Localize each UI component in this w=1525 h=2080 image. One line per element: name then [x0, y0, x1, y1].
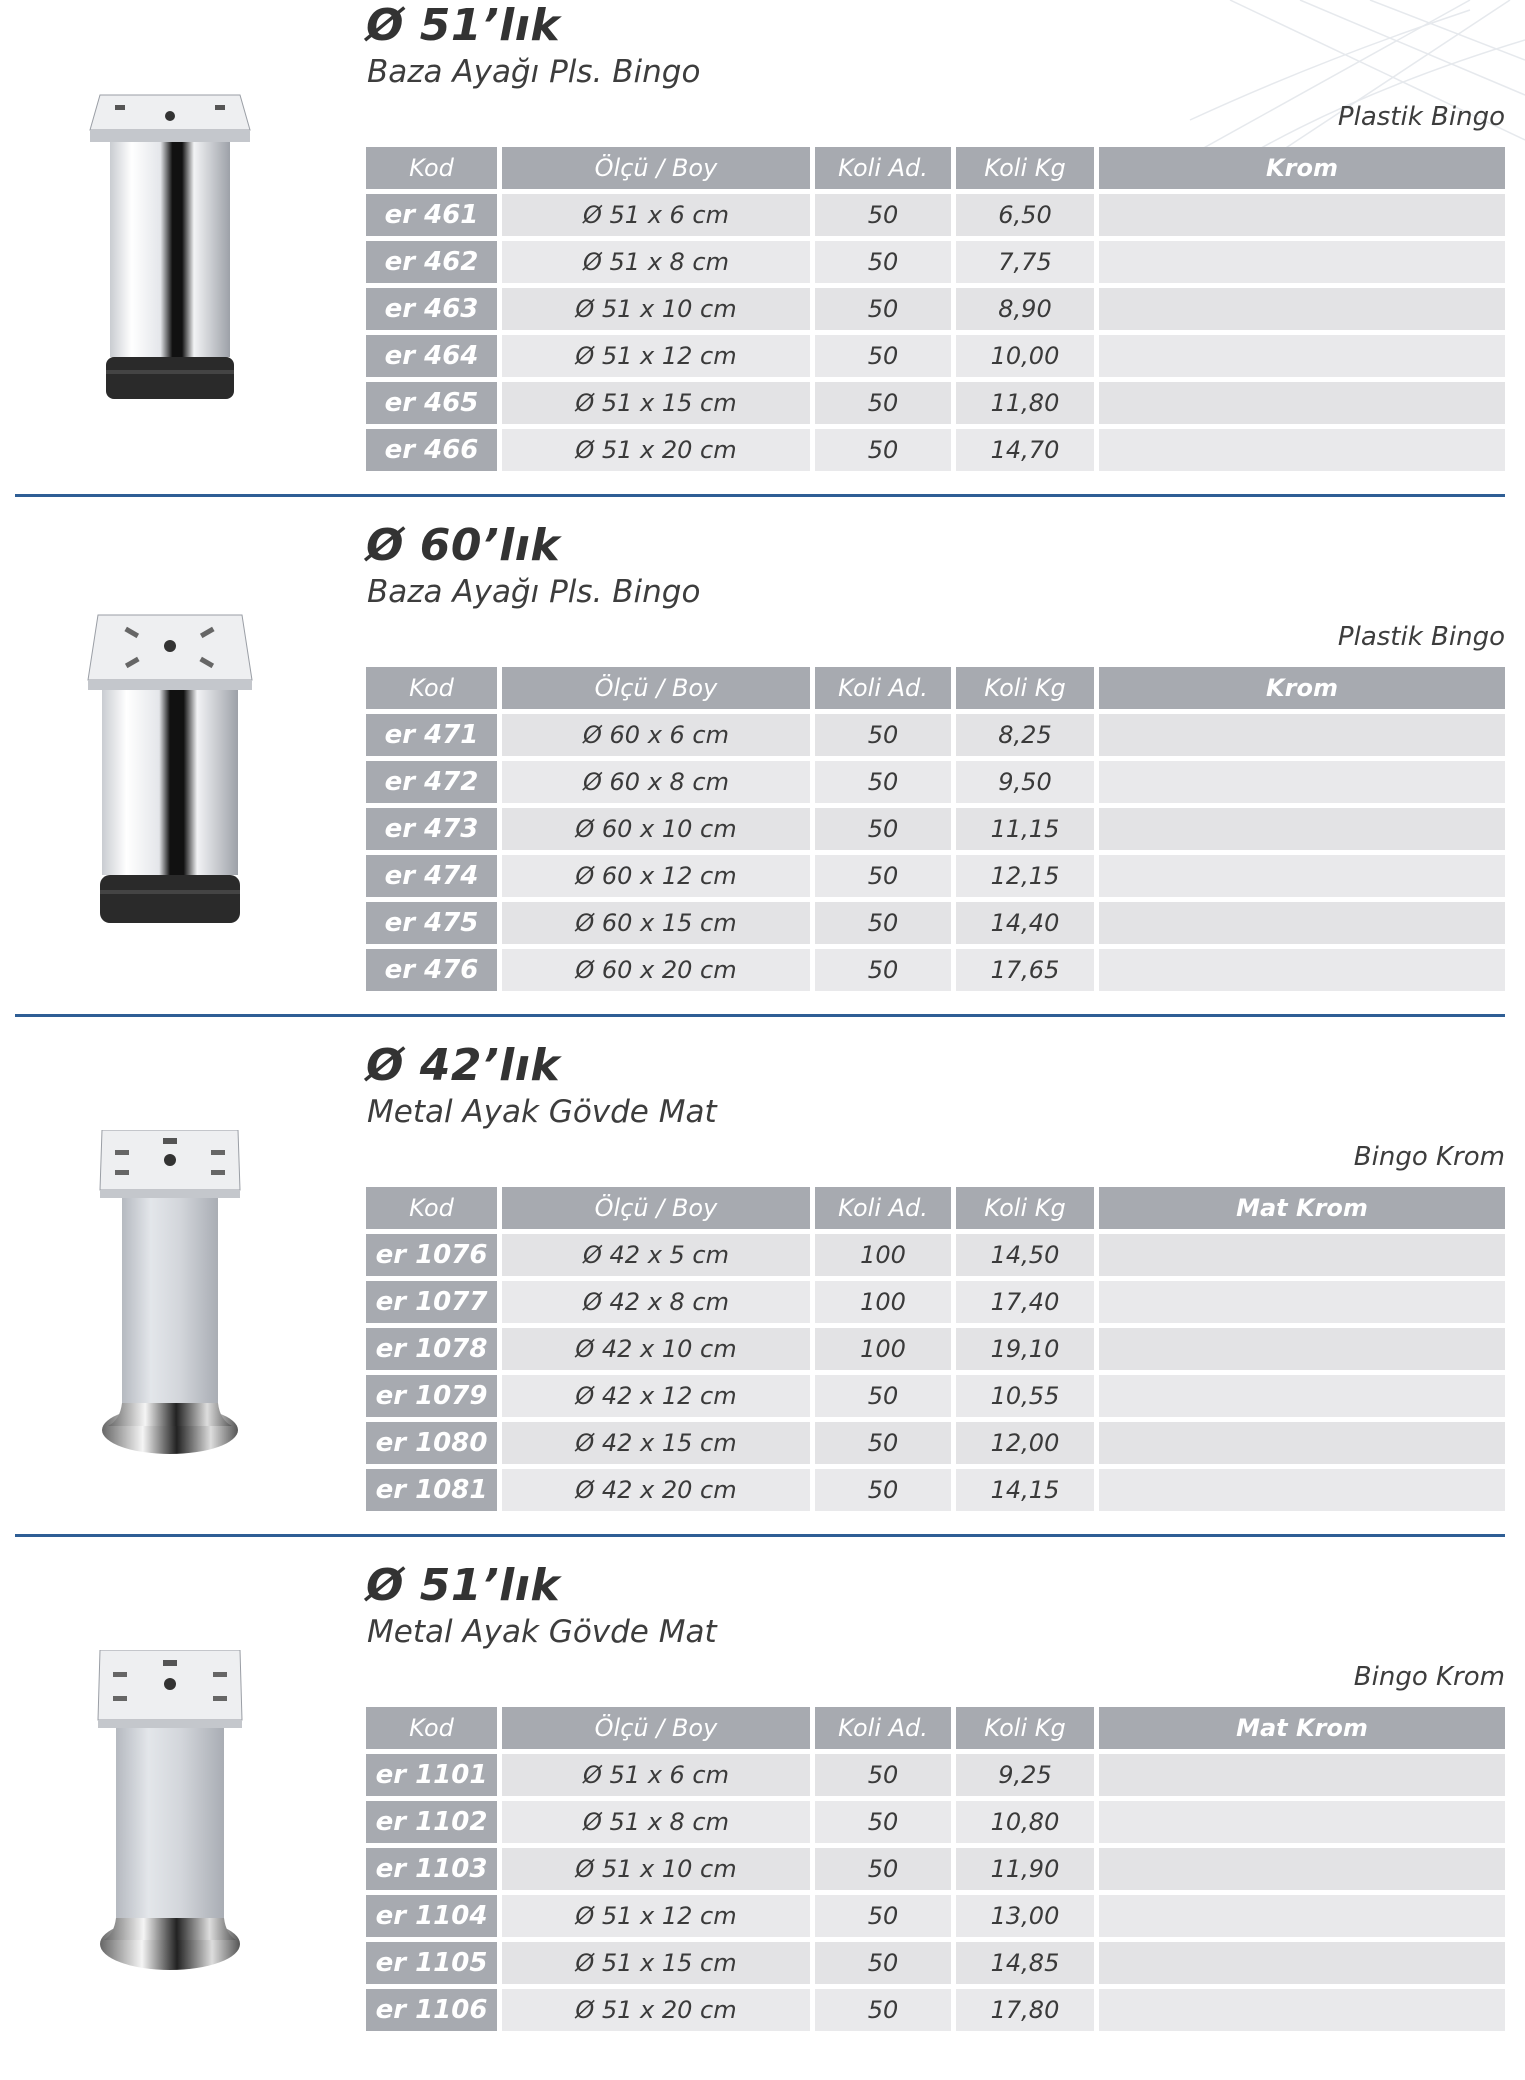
header-size: Ölçü / Boy [497, 667, 810, 709]
table-header-row [366, 147, 1505, 189]
code-cell: er 465 [366, 382, 497, 424]
code-cell: er 1102 [366, 1801, 497, 1843]
qty-cell: 50 [810, 1801, 951, 1843]
table-row [366, 808, 1505, 850]
qty-cell: 100 [810, 1281, 951, 1323]
finish-cell [1094, 382, 1505, 424]
qty-cell: 50 [810, 808, 951, 850]
size-cell: Ø 60 x 12 cm [497, 855, 810, 897]
finish-cell [1094, 1328, 1505, 1370]
kg-cell: 14,40 [951, 902, 1094, 944]
code-cell: er 1081 [366, 1469, 497, 1511]
code-cell: er 1076 [366, 1234, 497, 1276]
table-row [366, 335, 1505, 377]
kg-cell: 13,00 [951, 1895, 1094, 1937]
header-finish: Mat Krom [1094, 1707, 1505, 1749]
size-cell: Ø 60 x 6 cm [497, 714, 810, 756]
section-variant: Bingo Krom [1353, 1662, 1505, 1692]
code-cell: er 1101 [366, 1754, 497, 1796]
code-cell: er 1104 [366, 1895, 497, 1937]
finish-cell [1094, 288, 1505, 330]
section-title: Ø 51’lık [366, 1560, 561, 1611]
table-row [366, 1801, 1505, 1843]
qty-cell: 50 [810, 194, 951, 236]
section-divider [15, 494, 1505, 497]
header-box-kg: Koli Kg [951, 147, 1094, 189]
product-section [0, 1040, 1525, 1560]
size-cell: Ø 51 x 6 cm [497, 194, 810, 236]
finish-cell [1094, 1801, 1505, 1843]
plastic-bingo-leg-icon [80, 610, 260, 940]
kg-cell: 9,50 [951, 761, 1094, 803]
size-cell: Ø 51 x 20 cm [497, 1989, 810, 2031]
size-cell: Ø 42 x 15 cm [497, 1422, 810, 1464]
qty-cell: 50 [810, 855, 951, 897]
finish-cell [1094, 1234, 1505, 1276]
qty-cell: 50 [810, 949, 951, 991]
qty-cell: 50 [810, 429, 951, 471]
size-cell: Ø 60 x 10 cm [497, 808, 810, 850]
table-row [366, 429, 1505, 471]
finish-cell [1094, 1848, 1505, 1890]
finish-cell [1094, 1422, 1505, 1464]
finish-cell [1094, 1942, 1505, 1984]
product-section [0, 1560, 1525, 2080]
table-row [366, 855, 1505, 897]
header-size: Ölçü / Boy [497, 1707, 810, 1749]
table-row [366, 1942, 1505, 1984]
section-variant: Plastik Bingo [1337, 102, 1505, 132]
header-finish: Krom [1094, 667, 1505, 709]
finish-cell [1094, 1469, 1505, 1511]
kg-cell: 17,65 [951, 949, 1094, 991]
header-size: Ölçü / Boy [497, 147, 810, 189]
size-cell: Ø 60 x 15 cm [497, 902, 810, 944]
plastic-bingo-leg-icon [80, 90, 260, 420]
spec-table [366, 662, 1505, 996]
code-cell: er 476 [366, 949, 497, 991]
header-box-qty: Koli Ad. [810, 1187, 951, 1229]
section-title: Ø 60’lık [366, 520, 561, 571]
code-cell: er 462 [366, 241, 497, 283]
kg-cell: 11,90 [951, 1848, 1094, 1890]
table-row [366, 1281, 1505, 1323]
table-header-row [366, 667, 1505, 709]
qty-cell: 50 [810, 761, 951, 803]
finish-cell [1094, 1989, 1505, 2031]
table-row [366, 1848, 1505, 1890]
header-box-qty: Koli Ad. [810, 147, 951, 189]
size-cell: Ø 51 x 8 cm [497, 241, 810, 283]
spec-table [366, 1702, 1505, 2036]
kg-cell: 8,90 [951, 288, 1094, 330]
code-cell: er 1103 [366, 1848, 497, 1890]
kg-cell: 6,50 [951, 194, 1094, 236]
section-subtitle: Baza Ayağı Pls. Bingo [367, 574, 701, 610]
code-cell: er 1077 [366, 1281, 497, 1323]
qty-cell: 50 [810, 1895, 951, 1937]
qty-cell: 50 [810, 241, 951, 283]
size-cell: Ø 51 x 6 cm [497, 1754, 810, 1796]
section-subtitle: Baza Ayağı Pls. Bingo [367, 54, 701, 90]
code-cell: er 471 [366, 714, 497, 756]
table-row [366, 949, 1505, 991]
kg-cell: 11,15 [951, 808, 1094, 850]
header-code: Kod [366, 1707, 497, 1749]
table-header-row [366, 1707, 1505, 1749]
header-code: Kod [366, 667, 497, 709]
table-row [366, 1989, 1505, 2031]
code-cell: er 474 [366, 855, 497, 897]
code-cell: er 473 [366, 808, 497, 850]
size-cell: Ø 42 x 10 cm [497, 1328, 810, 1370]
table-row [366, 1234, 1505, 1276]
finish-cell [1094, 855, 1505, 897]
header-box-qty: Koli Ad. [810, 667, 951, 709]
spec-table [366, 142, 1505, 476]
code-cell: er 1105 [366, 1942, 497, 1984]
qty-cell: 50 [810, 1942, 951, 1984]
table-row [366, 241, 1505, 283]
size-cell: Ø 51 x 20 cm [497, 429, 810, 471]
table-row [366, 1469, 1505, 1511]
qty-cell: 50 [810, 1422, 951, 1464]
code-cell: er 464 [366, 335, 497, 377]
header-finish: Mat Krom [1094, 1187, 1505, 1229]
header-size: Ölçü / Boy [497, 1187, 810, 1229]
finish-cell [1094, 714, 1505, 756]
finish-cell [1094, 808, 1505, 850]
code-cell: er 475 [366, 902, 497, 944]
kg-cell: 9,25 [951, 1754, 1094, 1796]
table-row [366, 1754, 1505, 1796]
finish-cell [1094, 335, 1505, 377]
size-cell: Ø 51 x 8 cm [497, 1801, 810, 1843]
table-row [366, 1895, 1505, 1937]
code-cell: er 466 [366, 429, 497, 471]
qty-cell: 50 [810, 1469, 951, 1511]
size-cell: Ø 51 x 15 cm [497, 1942, 810, 1984]
kg-cell: 10,00 [951, 335, 1094, 377]
qty-cell: 100 [810, 1234, 951, 1276]
size-cell: Ø 42 x 12 cm [497, 1375, 810, 1417]
code-cell: er 1106 [366, 1989, 497, 2031]
section-divider [15, 1534, 1505, 1537]
finish-cell [1094, 902, 1505, 944]
table-row [366, 761, 1505, 803]
finish-cell [1094, 1375, 1505, 1417]
finish-cell [1094, 429, 1505, 471]
product-section [0, 0, 1525, 520]
size-cell: Ø 51 x 10 cm [497, 1848, 810, 1890]
size-cell: Ø 42 x 8 cm [497, 1281, 810, 1323]
matte-metal-leg-icon [80, 1650, 260, 1980]
header-code: Kod [366, 1187, 497, 1229]
section-divider [15, 1014, 1505, 1017]
qty-cell: 50 [810, 335, 951, 377]
finish-cell [1094, 761, 1505, 803]
header-box-qty: Koli Ad. [810, 1707, 951, 1749]
kg-cell: 17,40 [951, 1281, 1094, 1323]
header-code: Kod [366, 147, 497, 189]
code-cell: er 461 [366, 194, 497, 236]
finish-cell [1094, 1281, 1505, 1323]
header-box-kg: Koli Kg [951, 667, 1094, 709]
size-cell: Ø 42 x 20 cm [497, 1469, 810, 1511]
kg-cell: 19,10 [951, 1328, 1094, 1370]
kg-cell: 12,15 [951, 855, 1094, 897]
qty-cell: 50 [810, 902, 951, 944]
header-finish: Krom [1094, 147, 1505, 189]
kg-cell: 7,75 [951, 241, 1094, 283]
qty-cell: 50 [810, 1754, 951, 1796]
product-section [0, 520, 1525, 1040]
table-row [366, 902, 1505, 944]
qty-cell: 50 [810, 1375, 951, 1417]
kg-cell: 14,85 [951, 1942, 1094, 1984]
table-row [366, 382, 1505, 424]
size-cell: Ø 51 x 15 cm [497, 382, 810, 424]
header-box-kg: Koli Kg [951, 1187, 1094, 1229]
qty-cell: 100 [810, 1328, 951, 1370]
finish-cell [1094, 1754, 1505, 1796]
code-cell: er 463 [366, 288, 497, 330]
section-subtitle: Metal Ayak Gövde Mat [367, 1614, 717, 1650]
code-cell: er 1078 [366, 1328, 497, 1370]
table-row [366, 1375, 1505, 1417]
size-cell: Ø 42 x 5 cm [497, 1234, 810, 1276]
spec-table [366, 1182, 1505, 1516]
code-cell: er 1079 [366, 1375, 497, 1417]
table-header-row [366, 1187, 1505, 1229]
kg-cell: 14,70 [951, 429, 1094, 471]
table-row [366, 288, 1505, 330]
section-variant: Bingo Krom [1353, 1142, 1505, 1172]
qty-cell: 50 [810, 288, 951, 330]
size-cell: Ø 51 x 12 cm [497, 1895, 810, 1937]
header-box-kg: Koli Kg [951, 1707, 1094, 1749]
qty-cell: 50 [810, 714, 951, 756]
kg-cell: 14,15 [951, 1469, 1094, 1511]
kg-cell: 8,25 [951, 714, 1094, 756]
section-title: Ø 51’lık [366, 0, 561, 51]
kg-cell: 12,00 [951, 1422, 1094, 1464]
finish-cell [1094, 194, 1505, 236]
size-cell: Ø 60 x 20 cm [497, 949, 810, 991]
matte-metal-leg-icon [80, 1130, 260, 1460]
table-row [366, 1422, 1505, 1464]
table-row [366, 714, 1505, 756]
kg-cell: 14,50 [951, 1234, 1094, 1276]
size-cell: Ø 60 x 8 cm [497, 761, 810, 803]
code-cell: er 1080 [366, 1422, 497, 1464]
table-row [366, 1328, 1505, 1370]
size-cell: Ø 51 x 10 cm [497, 288, 810, 330]
qty-cell: 50 [810, 382, 951, 424]
table-row [366, 194, 1505, 236]
section-title: Ø 42’lık [366, 1040, 561, 1091]
qty-cell: 50 [810, 1848, 951, 1890]
finish-cell [1094, 241, 1505, 283]
size-cell: Ø 51 x 12 cm [497, 335, 810, 377]
finish-cell [1094, 1895, 1505, 1937]
kg-cell: 10,80 [951, 1801, 1094, 1843]
kg-cell: 17,80 [951, 1989, 1094, 2031]
code-cell: er 472 [366, 761, 497, 803]
section-subtitle: Metal Ayak Gövde Mat [367, 1094, 717, 1130]
kg-cell: 10,55 [951, 1375, 1094, 1417]
kg-cell: 11,80 [951, 382, 1094, 424]
section-variant: Plastik Bingo [1337, 622, 1505, 652]
qty-cell: 50 [810, 1989, 951, 2031]
finish-cell [1094, 949, 1505, 991]
